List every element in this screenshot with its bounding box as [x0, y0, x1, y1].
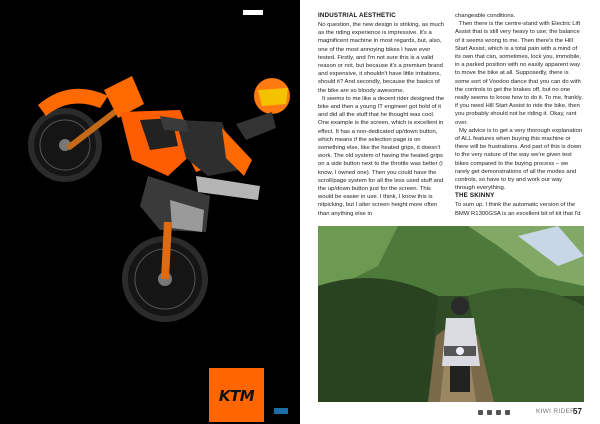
magazine-name: KIWI RIDER [536, 408, 576, 415]
paragraph: changeable conditions. [455, 13, 516, 19]
instagram-icon[interactable] [487, 410, 492, 415]
paragraph: No question, the new design is striking, as much as the riding experience is impressive. It's a magnificent machine in most regards, but, also, one of the most annoying bikes I have ever tested. Firstly, and I'm not sure this is a valid reason or not, but because it's a premium brand and expensive, it shouldn't have little irritations, should it? And secondly, because the basics of the bike are so bloody awesome. [318, 22, 445, 94]
paragraph: Then there is the centre-stand with Electric Lift Assist that is still very heavy to use; the balance of it seems wrong to me. Then there's the Hill Start Assist, which is a total pain with a mind of its own that can, sometimes, lock you, immobile, in a parked position with no easily apparent way to move the bike at all. Supposedly, there is some sort of Voodoo dance that you can do with the controls to get the brakes off, but no one really seems to know how to do it. To me, frankly, if you need Hill Start Assist to ride the bike, then you probably should not be riding it. Okay, rant over. [455, 21, 583, 126]
section-heading: INDUSTRIAL AESTHETIC [318, 12, 396, 19]
ktm-logo: KTM [209, 368, 264, 422]
facebook-icon[interactable] [478, 410, 483, 415]
article-column-2 [455, 12, 583, 218]
page-number: 57 [573, 407, 582, 416]
paragraph: My advice is to get a very thorough explanation of ALL features when buying this machine or there will be frustrations. And part of this is down to the very nature of the way we're given test bikes compared to the buying process – we rarely get demonstrations of all the modes and controls, so have to try and work our way through everything. [455, 127, 583, 192]
small-badge [274, 408, 288, 414]
adventure-bike-trail-photo [318, 226, 584, 402]
youtube-icon[interactable] [505, 410, 510, 415]
page-tag [243, 10, 263, 15]
paragraph: It seems to me like a decent rider designed the bike and then a young IT engineer got hold of it and did all the stuff that he thought was cool. One example is the screen, which is excellent in effect. It has a non-dedicated up/down button, which means if the selection page is on something else, like the heated grips, it doesn't work. The old system of having the heated grips on a side button next to the throttle was better (I know, I owned one). Then you could have the scroll/page system for all the less used stuff and the up/down button just for the screen. This would be easier in use. I think, I know this is nitpicking, but I alter screen height more often than anything else in [318, 95, 445, 217]
twitter-icon[interactable] [496, 410, 501, 415]
front-wheel [31, 111, 99, 179]
article-column-1 [318, 12, 447, 218]
social-icons [478, 410, 510, 415]
section-heading: THE SKINNY [455, 192, 495, 200]
paragraph: To sum up, I think the automatic version of the BMW R1300GSA is an excellent bit of kit that I'd [455, 202, 581, 217]
